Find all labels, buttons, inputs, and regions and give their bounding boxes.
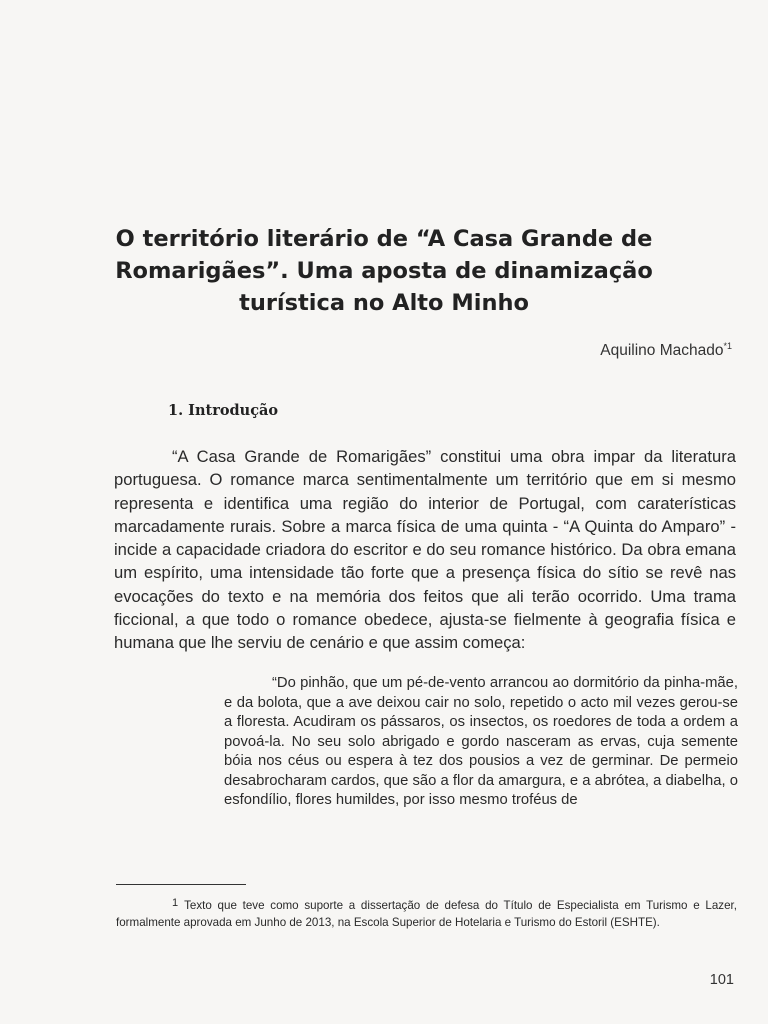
quote-paragraph: “Do pinhão, que um pé-de-vento arrancou ao dormitório da pinha-mãe, e da bolota, que a ave deixou cair no solo, repetido o acto mil vezes gerou-se a floresta. Acudiram os pássaros, os insectos, os roedores de toda a ordem a povoá-la. No seu solo abrigado e gordo nasceram as ervas, cuja semente bóia nos céus ou espera à tez dos pousios a vez de germinar. De permeio desabrocharam cardos, que são a flor da amargura, e a abrótea, a diabelha, o esfondílio, flores humildes, por isso mesmo troféus de: [224, 675, 738, 808]
footnote-text: Texto que teve como suporte a dissertação de defesa do Título de Especialista em Turismo e Lazer, formalmente aprovada em Junho de 2013, na Escola Superior de Hotelaria e Turismo do Estoril (ESHTE).: [116, 899, 737, 929]
title-line-3: turística no Alto Minho: [239, 290, 529, 316]
page-number: 101: [709, 972, 734, 988]
block-quote: [224, 674, 738, 811]
body-paragraph: “A Casa Grande de Romarigães” constitui uma obra impar da literatura portuguesa. O romance marca sentimentalmente um território que em si mesmo representa e identifica uma região do interior de Portugal, com caraterísticas marcadamente rurais. Sobre a marca física de uma quinta - “A Quinta do Amparo” - incide a capacidade criadora do escritor e do seu romance histórico. Da obra emana um espírito, uma intensidade tão forte que a presença física do sítio se revê nas evocações do texto e na memória dos feitos que ali terão ocorrido. Uma trama ficcional, a que todo o romance obedece, ajusta-se fielmente à geografia física e humana que lhe serviu de cenário e que assim começa:: [114, 447, 736, 653]
author-byline: [600, 341, 732, 360]
author-name: Aquilino Machado: [600, 342, 724, 359]
author-footnote-marks: *1: [723, 341, 732, 351]
body-text: [114, 445, 736, 655]
footnote-divider: [116, 884, 246, 885]
title-line-1: O território literário de “A Casa Grande de: [115, 226, 653, 252]
title-line-2: Romarigães”. Uma aposta de dinamização: [115, 258, 653, 284]
footnote-paragraph: [116, 895, 737, 931]
footnote: [116, 895, 737, 931]
footnote-number: 1: [172, 897, 179, 909]
article-title: [110, 223, 658, 319]
section-heading: 1. Introdução: [168, 402, 279, 419]
